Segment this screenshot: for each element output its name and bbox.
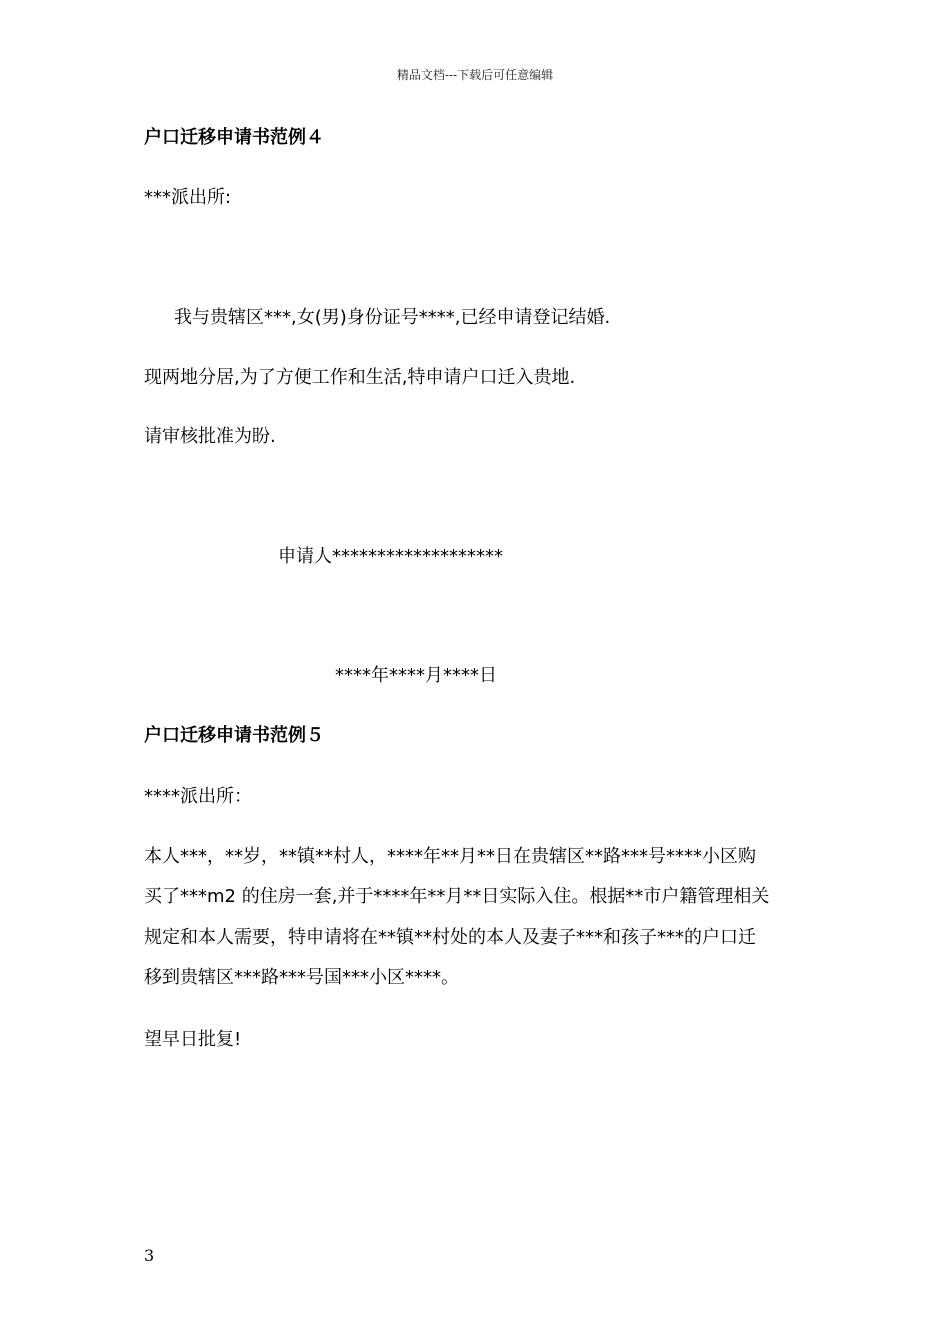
section5-paragraph-line-1: 本人***，**岁，**镇**村人，****年**月**日在贵辖区**路***号****小区购	[144, 846, 756, 867]
section4-salutation: ***派出所:	[144, 187, 232, 208]
section4-paragraph-1: 我与贵辖区***,女(男)身份证号****,已经申请登记结婚.	[174, 307, 611, 328]
section5-paragraph-line-3: 规定和本人需要，特申请将在**镇**村处的本人及妻子***和孩子***的户口迁	[144, 927, 756, 948]
section5-salutation: ****派出所：	[144, 786, 252, 807]
section5-paragraph-line-2: 买了***m2 的住房一套,并于****年**月**日实际入住。根据**市户籍管理相关	[144, 886, 770, 907]
section5-title: 户口迁移申请书范例５	[144, 725, 324, 746]
section4-paragraph-3: 请审核批准为盼.	[144, 426, 276, 447]
section5-paragraph-line-4: 移到贵辖区***路***号国***小区****。	[144, 967, 459, 988]
section5-closing: 望早日批复!	[144, 1029, 242, 1050]
section4-paragraph-2: 现两地分居,为了方便工作和生活,特申请户口迁入贵地.	[144, 367, 576, 388]
page-number: 3	[144, 1246, 155, 1265]
section4-date: ****年****月****日	[335, 665, 497, 686]
section4-title: 户口迁移申请书范例４	[144, 127, 324, 148]
section4-applicant: 申请人*******************	[278, 546, 503, 567]
page-header: 精品文档---下载后可任意编辑	[396, 68, 554, 82]
